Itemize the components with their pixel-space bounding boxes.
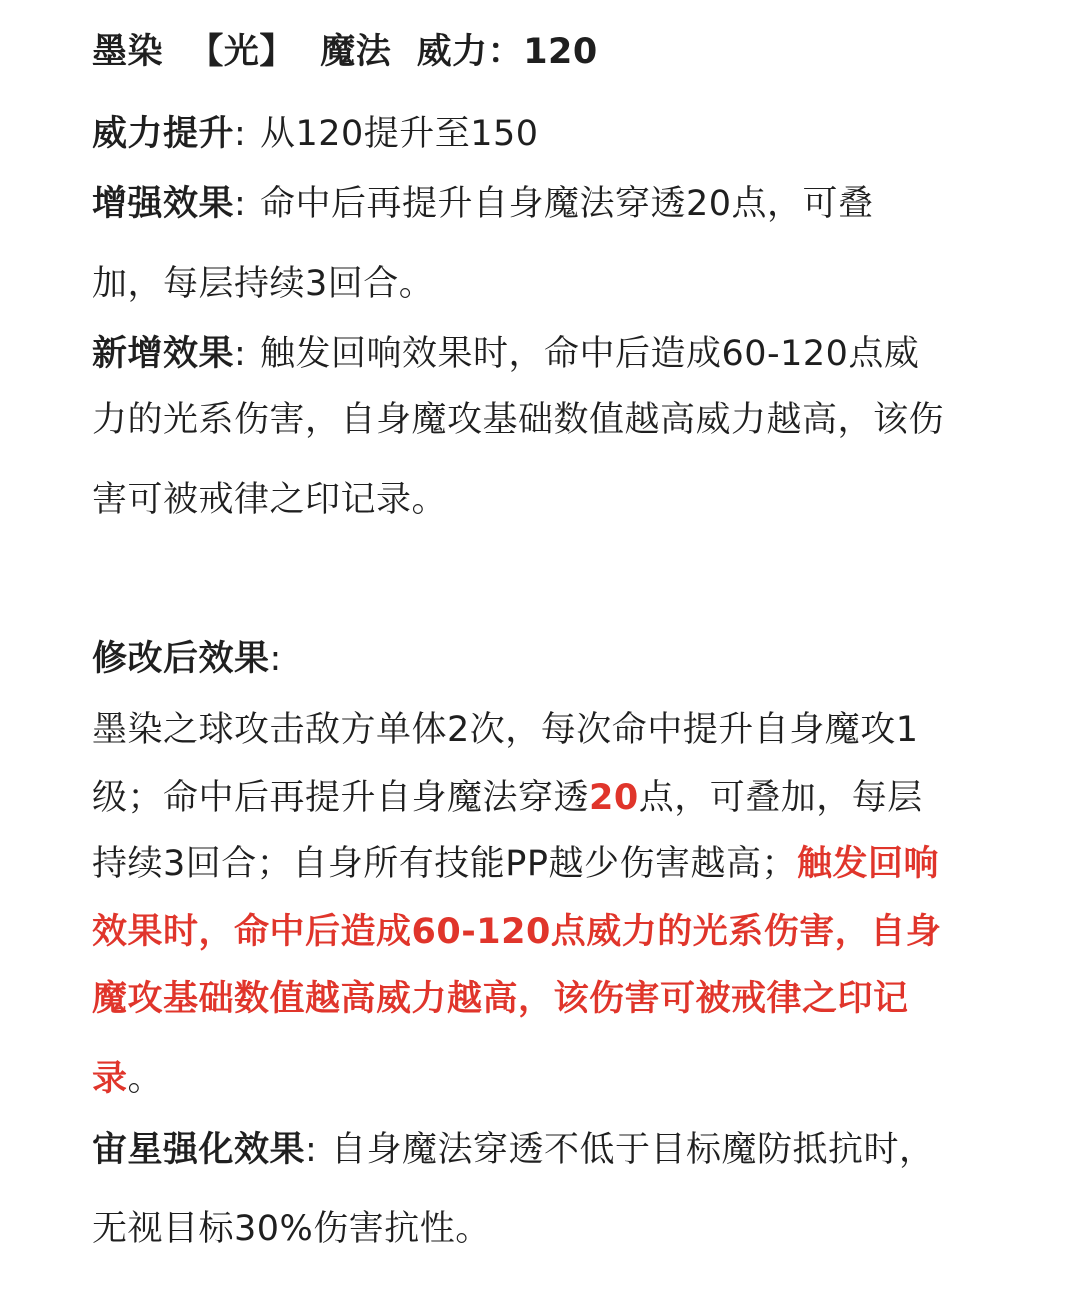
added-label: 新增效果: [92, 334, 235, 374]
enhanced-colon: :: [234, 184, 247, 224]
added-colon: :: [234, 334, 247, 374]
modified-text-3a: 持续3回合；自身所有技能PP越少伤害越高；: [92, 844, 797, 884]
cosmic-text-1: 自身魔法穿透不低于目标魔防抵抗时，: [330, 1130, 935, 1170]
cosmic-colon: :: [305, 1130, 318, 1170]
skill-power-label: 威力：: [416, 32, 524, 72]
modified-label: 修改后效果: [92, 639, 270, 679]
added-text-1: 触发回响效果时，命中后造成60-120点威: [259, 334, 920, 374]
added-line-2: [92, 398, 1020, 442]
power-up-line: [92, 112, 1020, 156]
cosmic-line-2: [92, 1207, 1020, 1251]
modified-line-1: [92, 708, 1020, 752]
enhanced-line-2: [92, 262, 1020, 306]
added-text-3: 害可被戒律之印记录。: [92, 480, 448, 520]
enhanced-label: 增强效果: [92, 184, 235, 224]
modified-text-6b: 。: [127, 1059, 164, 1099]
modified-line-3: [92, 842, 1020, 886]
added-line-1: [92, 332, 1020, 376]
power-up-text: 从120提升至150: [259, 114, 539, 154]
modified-text-1: 墨染之球攻击敌方单体2次，每次命中提升自身魔攻1: [92, 710, 919, 750]
modified-highlight-20: 20: [589, 778, 639, 818]
modified-highlight-6: 录: [92, 1059, 128, 1099]
skill-title: [92, 30, 1020, 74]
added-line-3: [92, 478, 1020, 522]
modified-text-2c: 点，可叠加，每层: [638, 778, 923, 818]
cosmic-line-1: [92, 1128, 1020, 1172]
power-up-label: 威力提升: [92, 114, 235, 154]
modified-line-5: [92, 977, 1020, 1021]
cosmic-label: 宙星强化效果: [92, 1130, 306, 1170]
skill-name: 墨染: [92, 32, 164, 72]
modified-colon: :: [269, 639, 282, 679]
enhanced-text-2: 加，每层持续3回合。: [92, 264, 435, 304]
skill-category: 魔法: [320, 32, 392, 72]
added-text-2: 力的光系伤害，自身魔攻基础数值越高威力越高，该伤: [92, 400, 945, 440]
modified-line-4: [92, 910, 1020, 954]
modified-heading: [92, 637, 1020, 681]
modified-highlight-3b: 触发回响: [796, 844, 939, 884]
enhanced-text-1: 命中后再提升自身魔法穿透20点，可叠: [259, 184, 874, 224]
modified-highlight-5: 魔攻基础数值越高威力越高，该伤害可被戒律之印记: [92, 979, 909, 1019]
modified-text-2a: 级；命中后再提升自身魔法穿透: [92, 778, 590, 818]
skill-element: 【光】: [188, 32, 295, 72]
skill-power-value: 120: [523, 32, 598, 72]
enhanced-line-1: [92, 182, 1020, 226]
cosmic-text-2: 无视目标30%伤害抗性。: [92, 1209, 491, 1249]
modified-line-6: [92, 1057, 1020, 1101]
modified-line-2: [92, 776, 1020, 820]
power-up-colon: :: [234, 114, 247, 154]
modified-highlight-4: 效果时，命中后造成60-120点威力的光系伤害，自身: [92, 912, 942, 952]
